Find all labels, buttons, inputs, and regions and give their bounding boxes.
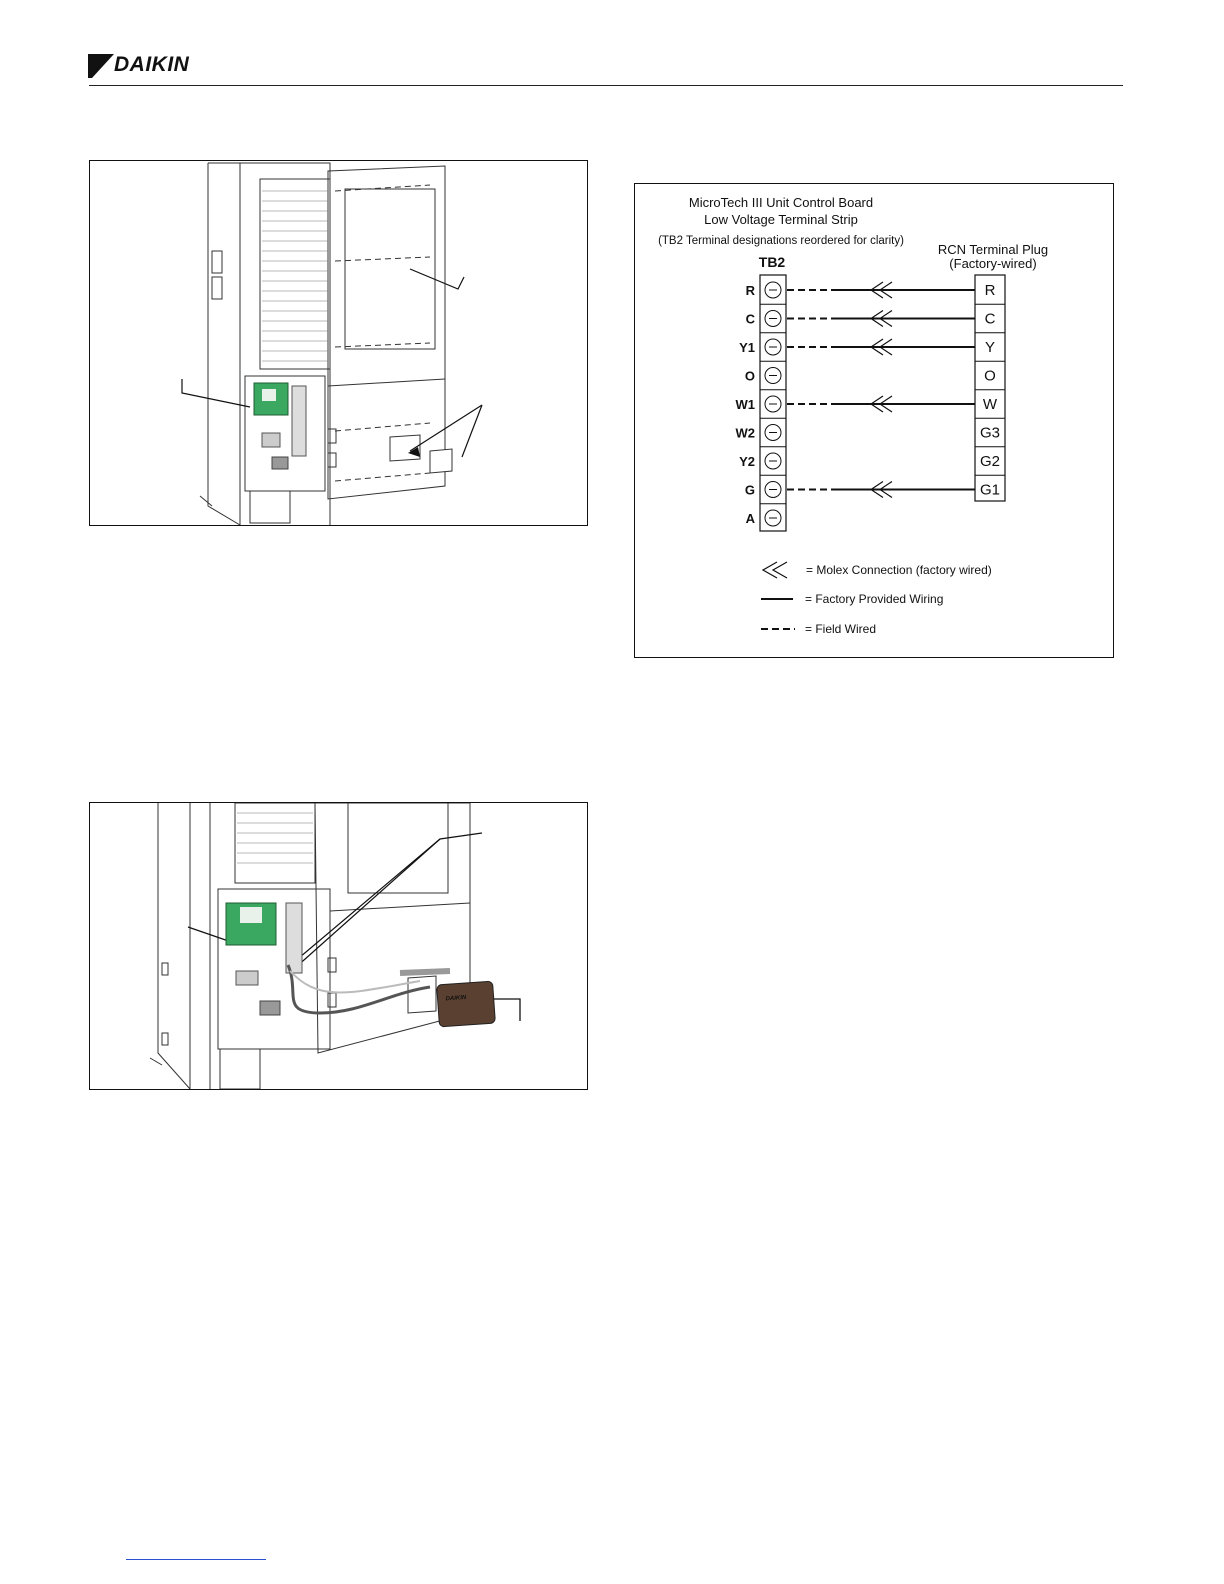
rcn-device bbox=[437, 981, 496, 1027]
legend bbox=[761, 562, 992, 636]
diagram-title-note: (TB2 Terminal designations reordered for clarity) bbox=[658, 235, 904, 247]
unit-line-drawing bbox=[90, 161, 587, 525]
rcn-terminal-label-g3: G3 bbox=[979, 424, 1001, 442]
rcn-terminal-label-r: R bbox=[984, 282, 996, 299]
tb2-label: TB2 bbox=[758, 254, 786, 270]
daikin-logo-mark bbox=[88, 52, 114, 78]
rcn-nameplate: DAIKIN bbox=[445, 994, 467, 1003]
diagram-title-line2: Low Voltage Terminal Strip bbox=[704, 212, 858, 227]
rcn-terminal-label-c: C bbox=[984, 310, 996, 328]
tb2-terminal-label-y1: Y1 bbox=[739, 340, 755, 355]
daikin-logo bbox=[88, 52, 218, 80]
brand-name: DAIKIN bbox=[114, 53, 190, 76]
footer-link-underline bbox=[126, 1559, 266, 1560]
legend-factory: = Factory Provided Wiring bbox=[805, 592, 944, 606]
tb2-strip bbox=[760, 275, 786, 531]
figure-wiring-diagram bbox=[634, 183, 1114, 658]
tb2-terminal-label-w2: W2 bbox=[735, 425, 755, 441]
tb2-terminal-label-a: A bbox=[745, 511, 755, 526]
rcn-terminal-label-o: O bbox=[984, 367, 996, 385]
rcn-terminal-label-w: W bbox=[982, 396, 998, 413]
tb2-terminal-label-y2: Y2 bbox=[739, 454, 755, 469]
rcn-terminal-label-g2: G2 bbox=[979, 453, 1001, 470]
legend-molex: = Molex Connection (factory wired) bbox=[806, 563, 992, 577]
figure-unit-rcn-installed bbox=[89, 802, 588, 1090]
legend-field: = Field Wired bbox=[805, 622, 877, 636]
diagram-title-line1: MicroTech III Unit Control Board bbox=[688, 195, 874, 210]
tb2-terminal-label-w1: W1 bbox=[735, 397, 755, 412]
unit-installed-drawing bbox=[90, 803, 587, 1089]
rcn-subtitle: (Factory-wired) bbox=[949, 256, 1037, 271]
figure-unit-panel-removal bbox=[89, 160, 588, 526]
rcn-title: RCN Terminal Plug bbox=[937, 242, 1049, 257]
tb2-terminal-label-g: G bbox=[744, 482, 755, 498]
rcn-terminal-label-g1: G1 bbox=[979, 481, 1001, 499]
tb2-terminal-label-c: C bbox=[745, 311, 755, 327]
tb2-terminal-label-r: R bbox=[745, 283, 755, 298]
rcn-terminal-label-y: Y bbox=[984, 339, 996, 356]
tb2-terminal-label-o: O bbox=[744, 368, 755, 384]
wiring-diagram-svg bbox=[635, 184, 1113, 657]
header-rule bbox=[89, 85, 1123, 86]
legend-molex-icon bbox=[763, 562, 787, 578]
